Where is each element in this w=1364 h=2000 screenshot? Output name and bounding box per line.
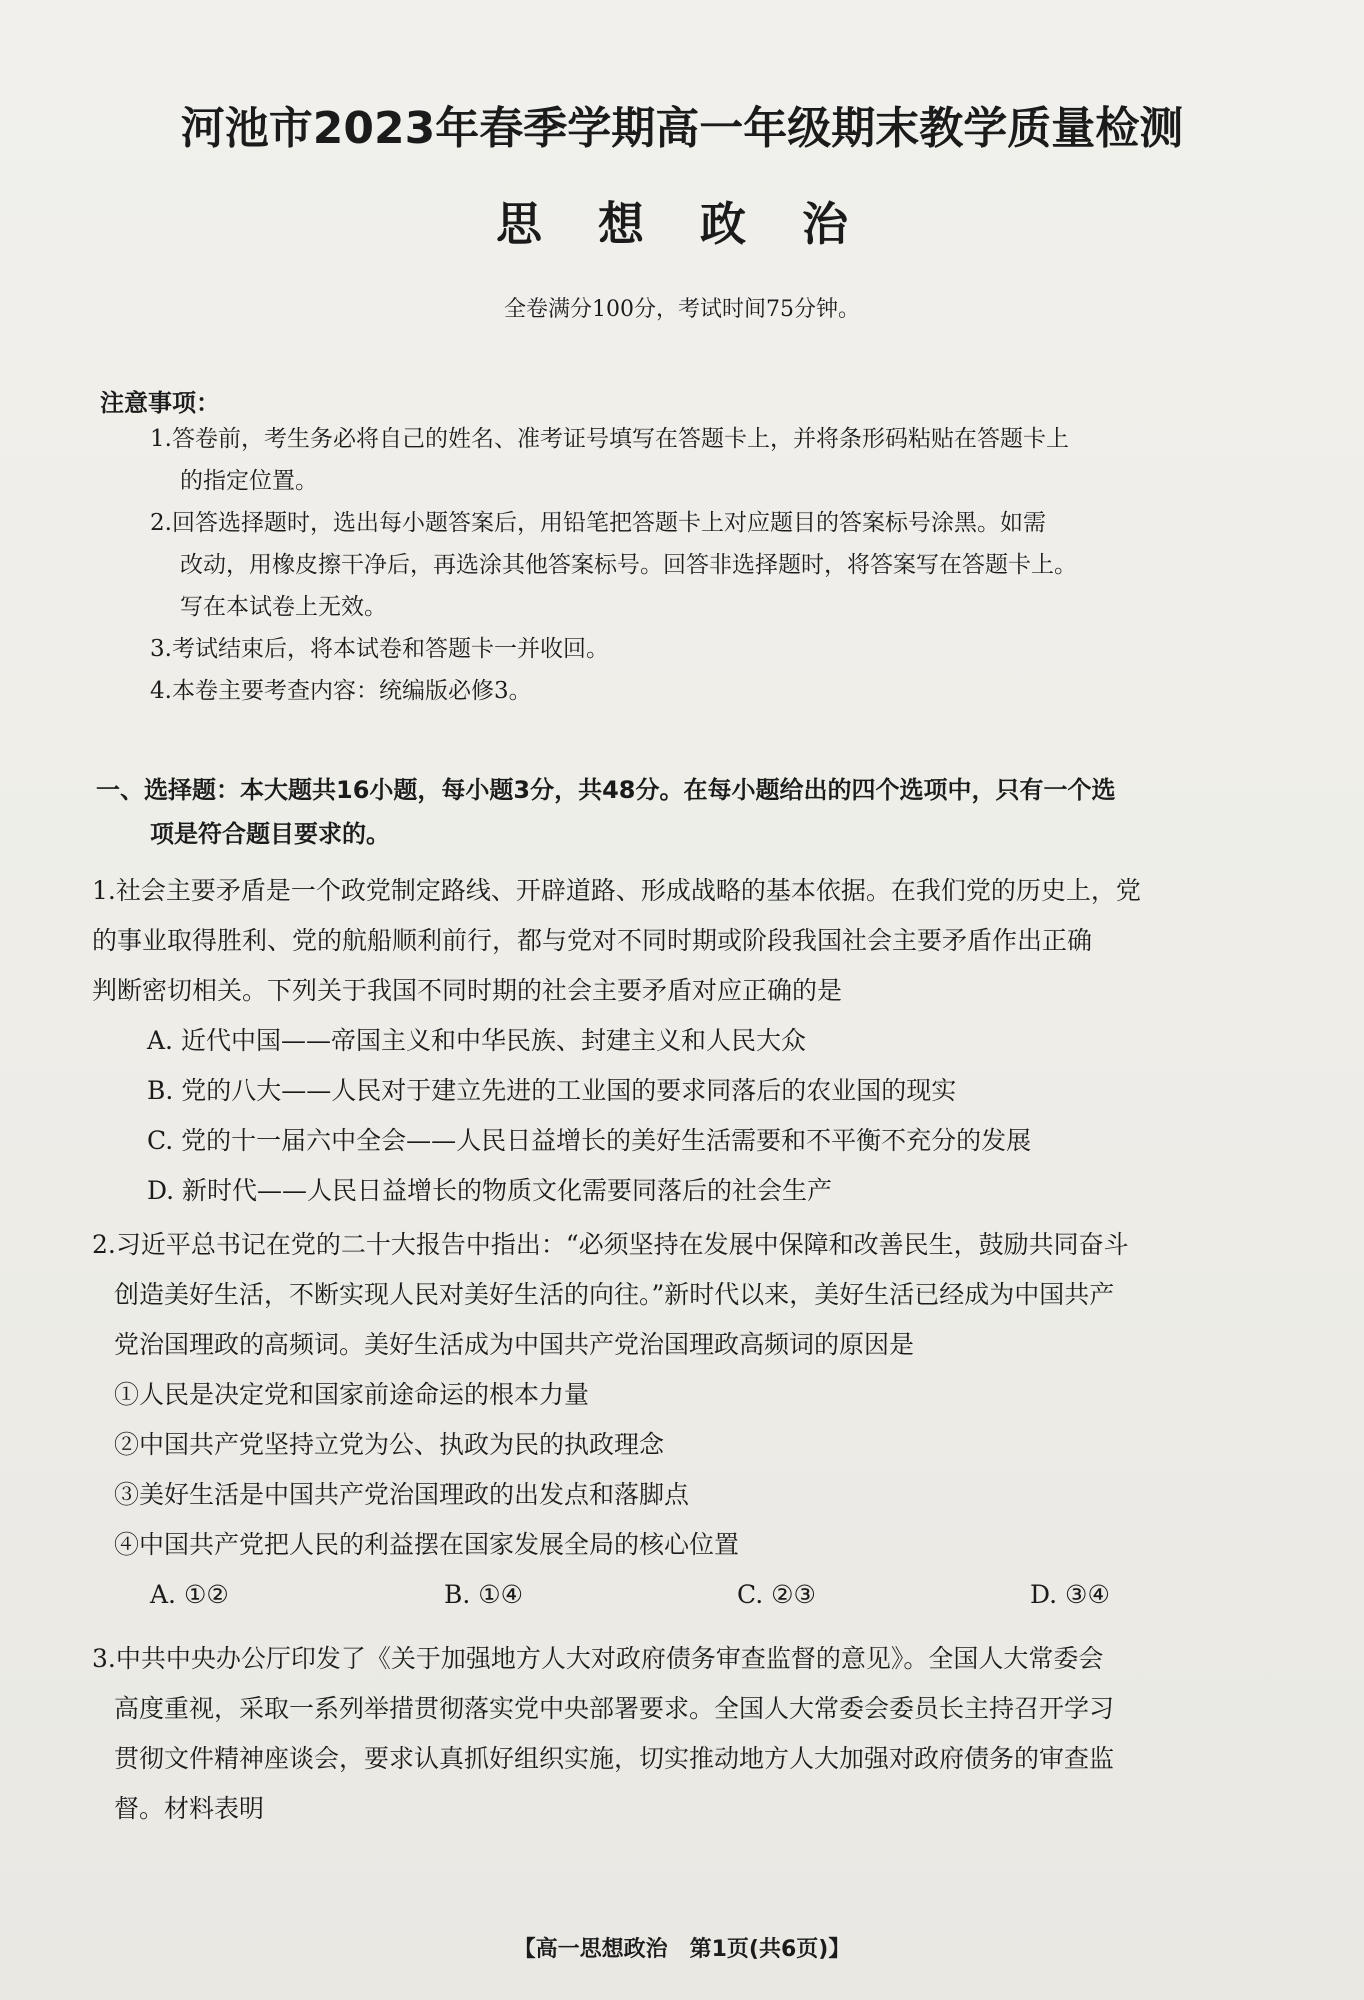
question-text: 贯彻文件精神座谈会，要求认真抓好组织实施，切实推动地方人大加强对政府债务的审查监 <box>114 1744 1115 1773</box>
option-d: D. 新时代——人民日益增长的物质文化需要同落后的社会生产 <box>147 1176 833 1205</box>
section-heading-block <box>96 768 1326 856</box>
question-text: 1.社会主要矛盾是一个政党制定路线、开辟道路、形成战略的基本依据。在我们党的历史上，党 <box>92 876 1141 905</box>
statement-item: ①人民是决定党和国家前途命运的根本力量 <box>114 1380 590 1409</box>
statement-item: ③美好生活是中国共产党治国理政的出发点和落脚点 <box>114 1480 690 1509</box>
question-text: 高度重视，采取一系列举措贯彻落实党中央部署要求。全国人大常委会委员长主持召开学习 <box>114 1694 1115 1723</box>
choice-row <box>92 1570 1332 1620</box>
question-text: 督。材料表明 <box>114 1794 265 1823</box>
note-line: 改动，用橡皮擦干净后，再选涂其他答案标号。回答非选择题时，将答案写在答题卡上。 <box>180 552 1077 578</box>
question-text: 3.中共中央办公厅印发了《关于加强地方人大对政府债务审查监督的意见》。全国人大常委会 <box>92 1644 1104 1673</box>
question-text: 党治国理政的高频词。美好生活成为中国共产党治国理政高频词的原因是 <box>114 1330 915 1359</box>
exam-info: 全卷满分100分，考试时间75分钟。 <box>504 297 860 322</box>
exam-title: 河池市2023年春季学期高一年级期末教学质量检测 <box>180 103 1184 154</box>
statement-item: ④中国共产党把人民的利益摆在国家发展全局的核心位置 <box>114 1530 740 1559</box>
note-line: 2.回答选择题时，选出每小题答案后，用铅笔把答题卡上对应题目的答案标号涂黑。如需 <box>150 510 1046 536</box>
section-heading-cont: 项是符合题目要求的。 <box>150 820 390 848</box>
choice-d: D. ③④ <box>1030 1580 1110 1609</box>
notes-heading: 注意事项： <box>100 389 220 417</box>
question-3 <box>92 1634 1332 1834</box>
note-line: 3.考试结束后，将本试卷和答题卡一并收回。 <box>150 636 609 662</box>
choice-b: B. ①④ <box>444 1580 524 1609</box>
note-line: 写在本试卷上无效。 <box>180 594 387 620</box>
note-line: 的指定位置。 <box>180 468 318 494</box>
section-heading: 一、选择题：本大题共16小题，每小题3分，共48分。在每小题给出的四个选项中，只有一个选 <box>96 776 1116 804</box>
question-text: 创造美好生活，不断实现人民对美好生活的向往。”新时代以来，美好生活已经成为中国共产 <box>114 1280 1115 1309</box>
note-line: 4.本卷主要考查内容：统编版必修3。 <box>150 678 532 704</box>
question-2 <box>92 1220 1332 1620</box>
question-text: 判断密切相关。下列关于我国不同时期的社会主要矛盾对应正确的是 <box>92 976 843 1005</box>
option-a: A. 近代中国——帝国主义和中华民族、封建主义和人民大众 <box>147 1026 806 1055</box>
note-line: 1.答卷前，考生务必将自己的姓名、准考证号填写在答题卡上，并将条形码粘贴在答题卡上 <box>150 426 1069 452</box>
statement-item: ②中国共产党坚持立党为公、执政为民的执政理念 <box>114 1430 665 1459</box>
choice-c: C. ②③ <box>737 1580 816 1609</box>
page-footer: 【高一思想政治 第1页(共6页)】 <box>513 1937 851 1962</box>
question-1 <box>92 866 1332 1216</box>
option-b: B. 党的八大——人民对于建立先进的工业国的要求同落后的农业国的现实 <box>147 1076 957 1105</box>
question-text: 的事业取得胜利、党的航船顺利前行，都与党对不同时期或阶段我国社会主要矛盾作出正确 <box>92 926 1093 955</box>
subject-title: 思 想 政 治 <box>495 197 869 251</box>
option-c: C. 党的十一届六中全会——人民日益增长的美好生活需要和不平衡不充分的发展 <box>147 1126 1032 1155</box>
notes-list <box>150 418 1300 712</box>
question-text: 2.习近平总书记在党的二十大报告中指出：“必须坚持在发展中保障和改善民生，鼓励共同奋斗 <box>92 1230 1129 1259</box>
choice-a: A. ①② <box>150 1580 229 1609</box>
